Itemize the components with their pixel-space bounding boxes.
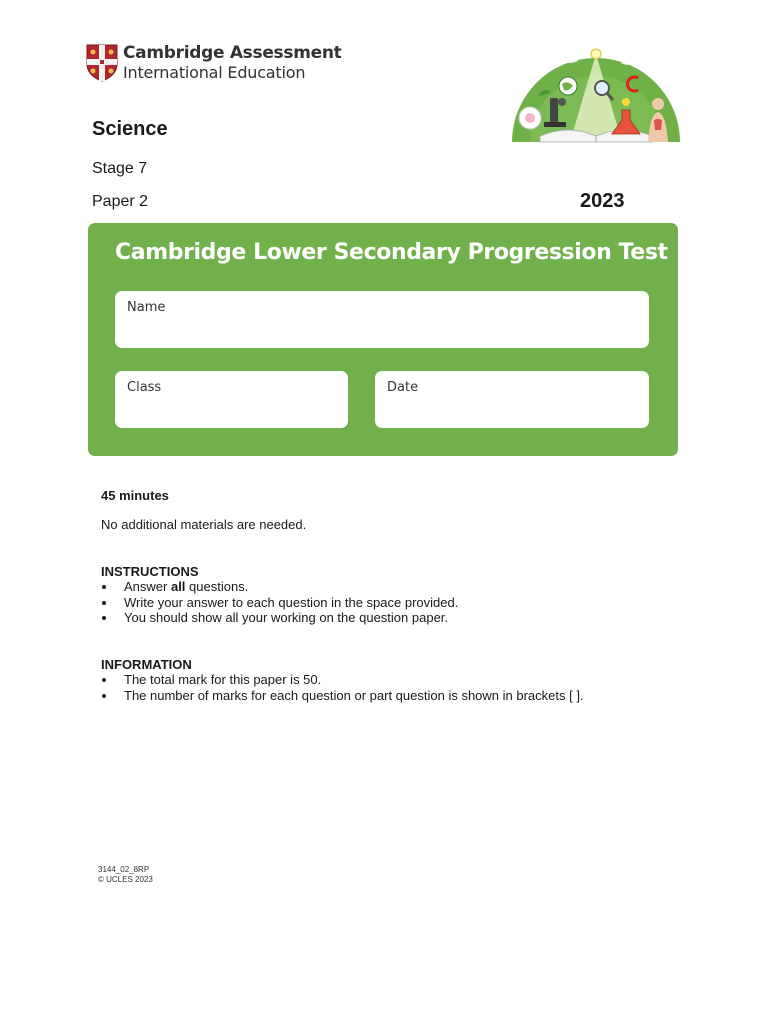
crest-icon (86, 44, 118, 82)
class-field[interactable] (115, 371, 348, 428)
date-field-label: Date (387, 380, 419, 395)
list-item: The number of marks for each question or part question is shown in brackets [ ]. (101, 688, 584, 704)
cambridge-logo (86, 44, 341, 82)
logo-line-2: International Education (123, 63, 306, 82)
information-list (101, 672, 584, 703)
date-field[interactable] (375, 371, 649, 428)
science-illustration (510, 40, 682, 144)
list-item: Write your answer to each question in the space provided. (101, 595, 458, 611)
bullet-icon (102, 585, 106, 589)
instructions-heading: INSTRUCTIONS (101, 564, 199, 579)
bullet-icon (102, 601, 106, 605)
information-heading: INFORMATION (101, 657, 192, 672)
paper-label: Paper 2 (92, 193, 149, 210)
subject-title: Science (92, 118, 168, 140)
bullet-icon (102, 678, 106, 682)
name-field[interactable] (115, 291, 649, 348)
paper-code: 3144_02_8RP (98, 865, 150, 874)
instructions-list (101, 579, 458, 626)
list-item: The total mark for this paper is 50. (101, 672, 584, 688)
stage-label: Stage 7 (92, 160, 148, 177)
class-field-label: Class (127, 380, 162, 395)
year-label: 2023 (580, 190, 625, 212)
logo-line-1: Cambridge Assessment (123, 43, 342, 63)
duration: 45 minutes (101, 488, 169, 503)
list-item: Answer all questions. (101, 579, 458, 595)
materials-note: No additional materials are needed. (101, 517, 307, 532)
candidate-details-panel (88, 223, 678, 456)
list-item: You should show all your working on the question paper. (101, 610, 458, 626)
panel-title: Cambridge Lower Secondary Progression Test (115, 240, 668, 265)
paper-code-footer (98, 865, 153, 885)
copyright: © UCLES 2023 (98, 875, 153, 884)
bullet-icon (102, 694, 106, 698)
name-field-label: Name (127, 300, 166, 315)
bullet-icon (102, 616, 106, 620)
